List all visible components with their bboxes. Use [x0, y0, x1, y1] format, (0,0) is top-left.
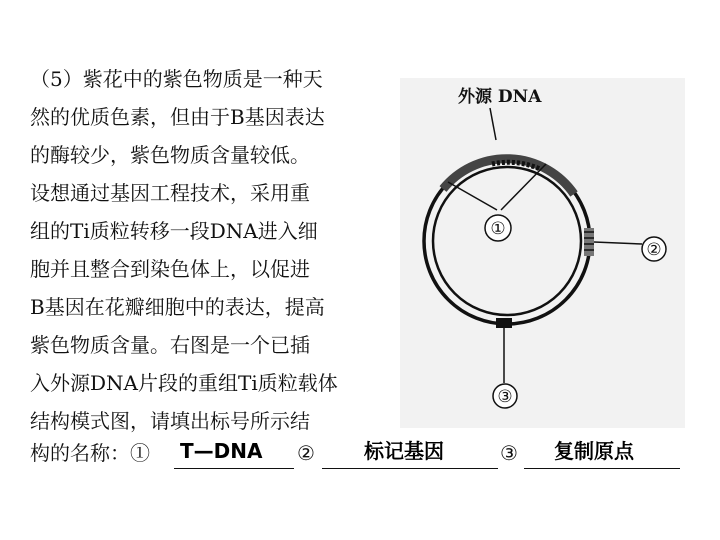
answer-3: 复制原点: [554, 439, 634, 463]
answer-1: T—DNA: [180, 439, 263, 463]
question-line: （5）紫花中的紫色物质是一种天: [30, 67, 323, 91]
answer-prefix: 构的名称：①: [30, 441, 150, 465]
label-1: ①: [490, 219, 506, 239]
diagram-title: 外源 DNA: [458, 87, 542, 107]
question-line: 结构模式图，请填出标号所示结: [30, 409, 310, 433]
title-pointer: [490, 108, 496, 140]
pointer-1-left: [448, 182, 497, 210]
question-line: 的酶较少，紫色物质含量较低。: [30, 143, 310, 167]
label-3: ③: [497, 387, 513, 407]
marker-3: ③: [500, 441, 518, 465]
question-line: 然的优质色素，但由于B基因表达: [30, 105, 325, 129]
question-line: 入外源DNA片段的重组Ti质粒载体: [30, 371, 338, 395]
plasmid-diagram: [400, 78, 685, 428]
marker-2: ②: [297, 441, 315, 465]
question-line: B基因在花瓣细胞中的表达，提高: [30, 295, 325, 319]
plasmid-inner-ring: [433, 167, 581, 315]
origin-block: [496, 318, 512, 328]
question-line: 设想通过基因工程技术，采用重: [30, 181, 310, 205]
answer-2: 标记基因: [364, 439, 444, 463]
marker-gene-block: [584, 228, 594, 256]
plasmid-svg: [400, 78, 685, 428]
pointer-1-right: [501, 164, 546, 210]
question-line: 胞并且整合到染色体上，以促进: [30, 257, 310, 281]
question-line: 组的Ti质粒转移一段DNA进入细: [30, 219, 318, 243]
question-text: [30, 60, 390, 440]
pointer-2: [594, 242, 642, 244]
question-line: 紫色物质含量。右图是一个已插: [30, 333, 310, 357]
label-2: ②: [646, 240, 662, 260]
